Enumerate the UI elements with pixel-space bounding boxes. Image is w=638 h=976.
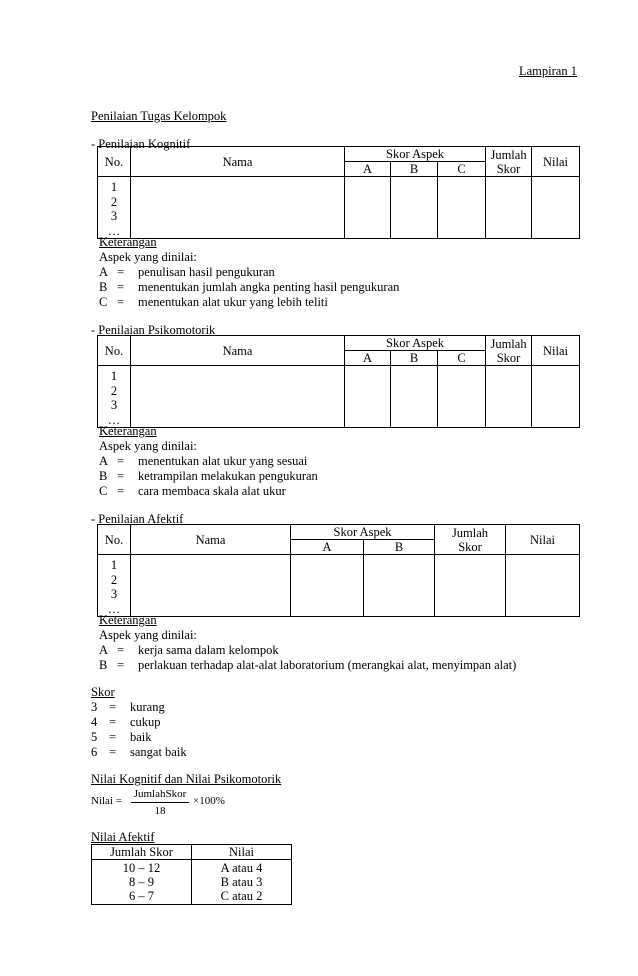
skor-range-cell: 10 – 12 8 – 9 6 – 7: [92, 860, 192, 905]
formula-numerator: JumlahSkor: [133, 788, 187, 800]
cell-b: [364, 555, 435, 617]
nilai-afektif-heading: Nilai Afektif: [91, 830, 155, 844]
header-nilai: Nilai: [532, 336, 580, 366]
cell-a: [345, 366, 391, 428]
header-a: A: [345, 162, 391, 177]
cell-jumlah: [486, 177, 532, 239]
kognitif-table: [97, 146, 580, 239]
header-nama: Nama: [131, 147, 345, 177]
page-title: Penilaian Tugas Kelompok: [91, 109, 227, 123]
header-no: No.: [98, 525, 131, 555]
row-numbers: 1 2 3 …: [98, 366, 131, 428]
formula-heading: Nilai Kognitif dan Nilai Psikomotorik: [91, 772, 282, 786]
header-skor-aspek: Skor Aspek: [345, 336, 486, 351]
nilai-afektif-table: [91, 844, 292, 905]
cell-b: [391, 177, 438, 239]
cell-b: [391, 366, 438, 428]
header-jumlah-skor: Jumlah Skor: [92, 845, 192, 860]
header-nama: Nama: [131, 336, 345, 366]
header-no: No.: [98, 336, 131, 366]
afektif-table: [97, 524, 580, 617]
header-nama: Nama: [131, 525, 291, 555]
header-nilai: Nilai: [532, 147, 580, 177]
cell-jumlah: [486, 366, 532, 428]
kognitif-aspek-label: Aspek yang dinilai:: [99, 250, 197, 264]
header-jumlah-skor: Jumlah Skor: [486, 147, 532, 177]
skor-heading: Skor: [91, 685, 115, 699]
cell-c: [438, 366, 486, 428]
cell-nama: [131, 366, 345, 428]
cell-nama: [131, 177, 345, 239]
cell-a: [291, 555, 364, 617]
kognitif-heading: - Penilaian Kognitif: [91, 137, 191, 151]
fraction-bar: [131, 802, 189, 803]
header-a: A: [291, 540, 364, 555]
row-numbers: 1 2 3 …: [98, 177, 131, 239]
header-no: No.: [98, 147, 131, 177]
cell-c: [438, 177, 486, 239]
formula-times: ×100%: [193, 795, 225, 807]
cell-a: [345, 177, 391, 239]
cell-jumlah: [435, 555, 506, 617]
formula-lhs: Nilai =: [91, 795, 122, 807]
header-nilai: Nilai: [192, 845, 292, 860]
cell-nilai: [532, 366, 580, 428]
header-a: A: [345, 351, 391, 366]
nilai-cell: A atau 4 B atau 3 C atau 2: [192, 860, 292, 905]
header-nilai: Nilai: [506, 525, 580, 555]
header-b: B: [391, 351, 438, 366]
header-jumlah-skor: Jumlah Skor: [435, 525, 506, 555]
header-c: C: [438, 162, 486, 177]
header-skor-aspek: Skor Aspek: [291, 525, 435, 540]
header-skor-aspek: Skor Aspek: [345, 147, 486, 162]
header-c: C: [438, 351, 486, 366]
cell-nama: [131, 555, 291, 617]
psikomotorik-aspek-label: Aspek yang dinilai:: [99, 439, 197, 453]
afektif-aspek-label: Aspek yang dinilai:: [99, 628, 197, 642]
cell-nilai: [532, 177, 580, 239]
psikomotorik-heading: - Penilaian Psikomotorik: [91, 323, 216, 337]
header-jumlah-skor: Jumlah Skor: [486, 336, 532, 366]
kognitif-keterangan: Keterangan: [99, 235, 157, 249]
afektif-heading: - Penilaian Afektif: [91, 512, 184, 526]
psikomotorik-keterangan: Keterangan: [99, 424, 157, 438]
cell-nilai: [506, 555, 580, 617]
row-numbers: 1 2 3 …: [98, 555, 131, 617]
lampiran-label: Lampiran 1: [519, 64, 577, 78]
afektif-keterangan: Keterangan: [99, 613, 157, 627]
psikomotorik-table: [97, 335, 580, 428]
header-b: B: [364, 540, 435, 555]
header-b: B: [391, 162, 438, 177]
formula-denominator: 18: [154, 805, 166, 817]
